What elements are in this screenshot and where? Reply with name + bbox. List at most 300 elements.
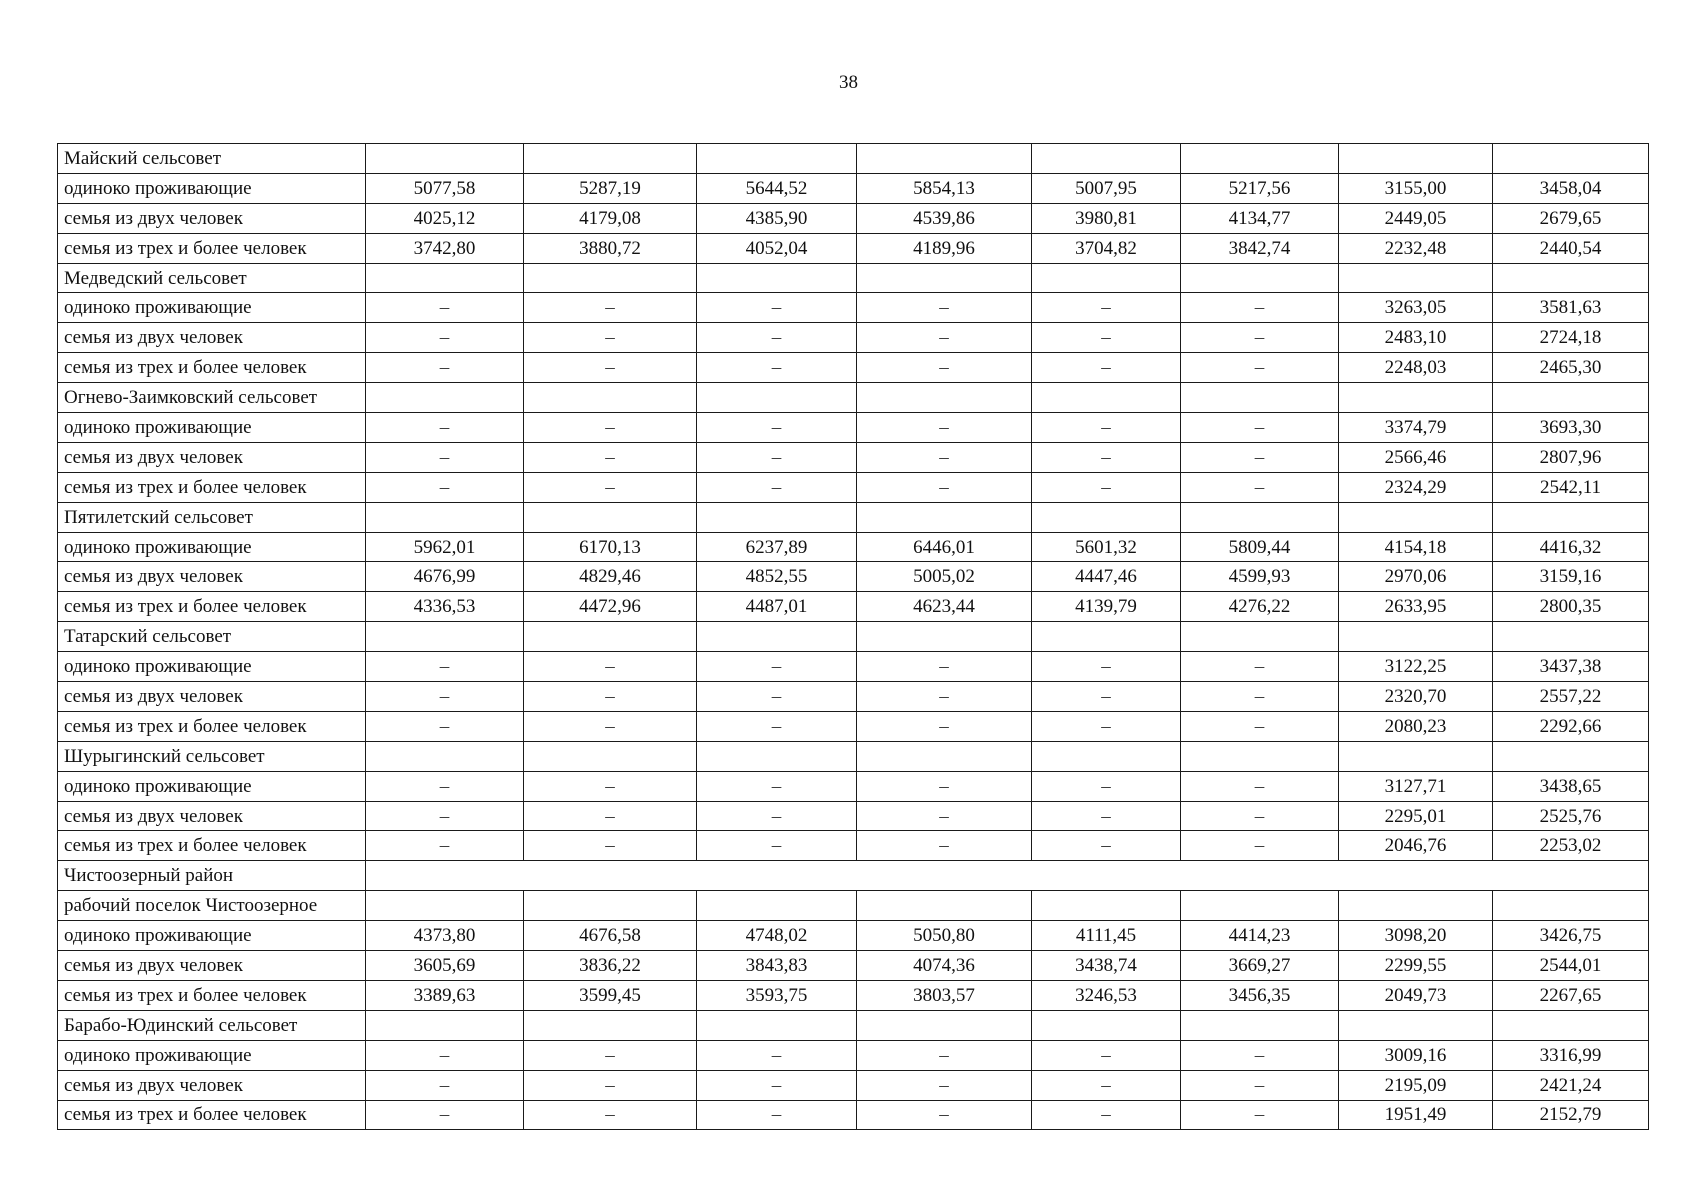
value-cell: –	[1032, 1040, 1181, 1070]
value-cell: 2557,22	[1493, 682, 1649, 712]
row-label: одиноко проживающие	[58, 173, 366, 203]
value-cell: 3456,35	[1181, 980, 1339, 1010]
empty-cell	[366, 383, 524, 413]
table-row	[58, 771, 1649, 801]
value-cell: 3843,83	[697, 951, 857, 981]
empty-cell	[857, 622, 1032, 652]
table-row	[58, 1100, 1649, 1130]
section-heading-row	[58, 502, 1649, 532]
value-cell: 2483,10	[1339, 323, 1493, 353]
value-cell: –	[1032, 652, 1181, 682]
settlement-name: Медведский сельсовет	[58, 263, 366, 293]
empty-cell	[524, 502, 697, 532]
empty-cell	[1493, 891, 1649, 921]
empty-cell	[1181, 741, 1339, 771]
value-cell: –	[857, 442, 1032, 472]
empty-cell	[857, 502, 1032, 532]
value-cell: –	[697, 353, 857, 383]
value-cell: –	[697, 652, 857, 682]
value-cell: 3155,00	[1339, 173, 1493, 203]
value-cell: –	[1032, 1100, 1181, 1130]
value-cell: –	[366, 293, 524, 323]
value-cell: 2320,70	[1339, 682, 1493, 712]
empty-cell	[366, 1010, 524, 1040]
value-cell: 5050,80	[857, 921, 1032, 951]
section-heading-row	[58, 263, 1649, 293]
settlement-name: Огнево-Заимковский сельсовет	[58, 383, 366, 413]
empty-cell	[1339, 891, 1493, 921]
value-cell: 4623,44	[857, 592, 1032, 622]
value-cell: 5077,58	[366, 173, 524, 203]
settlement-name: Татарский сельсовет	[58, 622, 366, 652]
value-cell: 3599,45	[524, 980, 697, 1010]
value-cell: 3605,69	[366, 951, 524, 981]
empty-cell	[1493, 263, 1649, 293]
value-cell: –	[697, 293, 857, 323]
value-cell: 2152,79	[1493, 1100, 1649, 1130]
table-row	[58, 1070, 1649, 1100]
value-cell: 2195,09	[1339, 1070, 1493, 1100]
row-label: семья из двух человек	[58, 951, 366, 981]
empty-cell	[1493, 383, 1649, 413]
value-cell: 4052,04	[697, 233, 857, 263]
empty-cell	[366, 741, 524, 771]
value-cell: 4599,93	[1181, 562, 1339, 592]
value-cell: 5809,44	[1181, 532, 1339, 562]
value-cell: 5962,01	[366, 532, 524, 562]
value-cell: –	[697, 771, 857, 801]
value-cell: 5007,95	[1032, 173, 1181, 203]
value-cell: –	[1032, 801, 1181, 831]
value-cell: –	[524, 801, 697, 831]
empty-cell	[524, 263, 697, 293]
value-cell: 4373,80	[366, 921, 524, 951]
value-cell: –	[1181, 682, 1339, 712]
value-cell: 3803,57	[857, 980, 1032, 1010]
value-cell: 4539,86	[857, 203, 1032, 233]
value-cell: 4074,36	[857, 951, 1032, 981]
value-cell: 4748,02	[697, 921, 857, 951]
value-cell: 3127,71	[1339, 771, 1493, 801]
value-cell: –	[1181, 711, 1339, 741]
empty-cell	[1181, 144, 1339, 174]
value-cell: –	[1181, 353, 1339, 383]
value-cell: 4179,08	[524, 203, 697, 233]
row-label: семья из трех и более человек	[58, 233, 366, 263]
value-cell: 2295,01	[1339, 801, 1493, 831]
value-cell: 3836,22	[524, 951, 697, 981]
empty-cell	[1493, 144, 1649, 174]
empty-cell	[366, 891, 524, 921]
value-cell: –	[1181, 652, 1339, 682]
row-label: семья из двух человек	[58, 203, 366, 233]
row-label: семья из двух человек	[58, 1070, 366, 1100]
empty-cell	[857, 741, 1032, 771]
empty-cell	[1493, 502, 1649, 532]
value-cell: –	[524, 1040, 697, 1070]
row-label: одиноко проживающие	[58, 532, 366, 562]
row-label: одиноко проживающие	[58, 293, 366, 323]
value-cell: 2324,29	[1339, 472, 1493, 502]
value-cell: –	[366, 1070, 524, 1100]
value-cell: 4111,45	[1032, 921, 1181, 951]
empty-cell	[1032, 741, 1181, 771]
value-cell: 4189,96	[857, 233, 1032, 263]
empty-cell	[1339, 622, 1493, 652]
value-cell: –	[1032, 831, 1181, 861]
value-cell: 3374,79	[1339, 413, 1493, 443]
value-cell: –	[1181, 472, 1339, 502]
value-cell: 4852,55	[697, 562, 857, 592]
value-cell: –	[524, 771, 697, 801]
value-cell: –	[697, 711, 857, 741]
value-cell: 5217,56	[1181, 173, 1339, 203]
value-cell: 4447,46	[1032, 562, 1181, 592]
empty-cell	[857, 891, 1032, 921]
value-cell: 2800,35	[1493, 592, 1649, 622]
value-cell: –	[524, 323, 697, 353]
empty-cell	[697, 891, 857, 921]
district-name: Чистоозерный район	[58, 861, 366, 891]
value-cell: –	[857, 682, 1032, 712]
value-cell: 4134,77	[1181, 203, 1339, 233]
value-cell: –	[1032, 323, 1181, 353]
value-cell: 2299,55	[1339, 951, 1493, 981]
value-cell: –	[697, 831, 857, 861]
empty-cell	[1032, 891, 1181, 921]
value-cell: –	[524, 413, 697, 443]
value-cell: –	[366, 711, 524, 741]
value-cell: –	[366, 413, 524, 443]
table-row	[58, 173, 1649, 203]
value-cell: –	[697, 472, 857, 502]
value-cell: 3426,75	[1493, 921, 1649, 951]
empty-cell	[524, 891, 697, 921]
table-row	[58, 921, 1649, 951]
value-cell: 4276,22	[1181, 592, 1339, 622]
value-cell: 1951,49	[1339, 1100, 1493, 1130]
row-label: одиноко проживающие	[58, 413, 366, 443]
row-label: одиноко проживающие	[58, 652, 366, 682]
value-cell: 2292,66	[1493, 711, 1649, 741]
row-label: семья из трех и более человек	[58, 1100, 366, 1130]
table-row	[58, 652, 1649, 682]
empty-cell	[366, 622, 524, 652]
value-cell: 3263,05	[1339, 293, 1493, 323]
empty-cell	[1032, 622, 1181, 652]
value-cell: 3438,74	[1032, 951, 1181, 981]
empty-cell	[697, 741, 857, 771]
empty-cell	[1181, 502, 1339, 532]
value-cell: –	[524, 293, 697, 323]
empty-cell	[1181, 383, 1339, 413]
value-cell: –	[366, 1100, 524, 1130]
value-cell: 3704,82	[1032, 233, 1181, 263]
value-cell: 2449,05	[1339, 203, 1493, 233]
empty-cell	[697, 383, 857, 413]
empty-cell	[697, 502, 857, 532]
value-cell: –	[1181, 323, 1339, 353]
row-label: семья из трех и более человек	[58, 592, 366, 622]
row-label: семья из двух человек	[58, 562, 366, 592]
value-cell: 3593,75	[697, 980, 857, 1010]
value-cell: –	[1032, 293, 1181, 323]
empty-cell	[1339, 144, 1493, 174]
empty-cell	[366, 263, 524, 293]
value-cell: 2970,06	[1339, 562, 1493, 592]
value-cell: 3098,20	[1339, 921, 1493, 951]
value-cell: 2542,11	[1493, 472, 1649, 502]
value-cell: –	[366, 323, 524, 353]
value-cell: 4676,58	[524, 921, 697, 951]
value-cell: 3316,99	[1493, 1040, 1649, 1070]
value-cell: –	[857, 711, 1032, 741]
value-cell: 3693,30	[1493, 413, 1649, 443]
value-cell: 2248,03	[1339, 353, 1493, 383]
row-label: одиноко проживающие	[58, 921, 366, 951]
value-cell: –	[697, 1070, 857, 1100]
value-cell: 3009,16	[1339, 1040, 1493, 1070]
value-cell: 3880,72	[524, 233, 697, 263]
value-cell: 5601,32	[1032, 532, 1181, 562]
value-cell: –	[524, 711, 697, 741]
empty-cell	[366, 502, 524, 532]
value-cell: 3246,53	[1032, 980, 1181, 1010]
value-cell: –	[1032, 682, 1181, 712]
value-cell: 2544,01	[1493, 951, 1649, 981]
empty-cell	[1181, 891, 1339, 921]
section-heading-row	[58, 622, 1649, 652]
row-label: семья из трех и более человек	[58, 472, 366, 502]
empty-cell	[697, 622, 857, 652]
table-row	[58, 682, 1649, 712]
empty-cell	[857, 144, 1032, 174]
row-label: одиноко проживающие	[58, 1040, 366, 1070]
empty-cell	[1339, 741, 1493, 771]
value-cell: 4472,96	[524, 592, 697, 622]
value-cell: –	[1181, 413, 1339, 443]
empty-cell	[857, 1010, 1032, 1040]
value-cell: –	[697, 1100, 857, 1130]
value-cell: –	[697, 1040, 857, 1070]
empty-cell	[1339, 1010, 1493, 1040]
value-cell: –	[697, 413, 857, 443]
empty-cell	[1181, 622, 1339, 652]
row-label: одиноко проживающие	[58, 771, 366, 801]
section-heading-row	[58, 1010, 1649, 1040]
empty-cell	[524, 622, 697, 652]
empty-cell	[1339, 502, 1493, 532]
value-cell: –	[524, 1070, 697, 1100]
value-cell: –	[524, 472, 697, 502]
table-row	[58, 592, 1649, 622]
value-cell: –	[857, 1040, 1032, 1070]
value-cell: 3458,04	[1493, 173, 1649, 203]
settlement-name: Пятилетский сельсовет	[58, 502, 366, 532]
value-cell: 5644,52	[697, 173, 857, 203]
value-cell: –	[857, 831, 1032, 861]
value-cell: 2566,46	[1339, 442, 1493, 472]
settlement-name: Майский сельсовет	[58, 144, 366, 174]
table-row	[58, 233, 1649, 263]
settlement-name: Барабо-Юдинский сельсовет	[58, 1010, 366, 1040]
value-cell: –	[857, 801, 1032, 831]
table-row	[58, 293, 1649, 323]
value-cell: –	[366, 472, 524, 502]
value-cell: –	[1032, 442, 1181, 472]
value-cell: –	[1032, 353, 1181, 383]
value-cell: 2267,65	[1493, 980, 1649, 1010]
empty-cell	[1181, 263, 1339, 293]
table-row	[58, 203, 1649, 233]
value-cell: 3842,74	[1181, 233, 1339, 263]
table-body	[58, 144, 1649, 1130]
value-cell: –	[366, 652, 524, 682]
table-row	[58, 711, 1649, 741]
value-cell: 3742,80	[366, 233, 524, 263]
value-cell: –	[524, 652, 697, 682]
value-cell: –	[1032, 472, 1181, 502]
value-cell: 2679,65	[1493, 203, 1649, 233]
value-cell: 2046,76	[1339, 831, 1493, 861]
value-cell: 2080,23	[1339, 711, 1493, 741]
table-row	[58, 413, 1649, 443]
value-cell: –	[1032, 711, 1181, 741]
empty-cell	[366, 144, 524, 174]
empty-cell	[524, 383, 697, 413]
value-cell: –	[857, 771, 1032, 801]
value-cell: –	[1181, 801, 1339, 831]
value-cell: –	[1181, 831, 1339, 861]
empty-cell	[1493, 1010, 1649, 1040]
value-cell: –	[1032, 413, 1181, 443]
value-cell: 2807,96	[1493, 442, 1649, 472]
value-cell: 3581,63	[1493, 293, 1649, 323]
value-cell: –	[524, 353, 697, 383]
value-cell: 2724,18	[1493, 323, 1649, 353]
value-cell: –	[366, 1040, 524, 1070]
value-cell: 6446,01	[857, 532, 1032, 562]
value-cell: –	[366, 771, 524, 801]
value-cell: –	[524, 1100, 697, 1130]
value-cell: 4414,23	[1181, 921, 1339, 951]
value-cell: –	[1181, 1040, 1339, 1070]
value-cell: 3159,16	[1493, 562, 1649, 592]
value-cell: –	[366, 442, 524, 472]
value-cell: 3980,81	[1032, 203, 1181, 233]
section-heading-row	[58, 891, 1649, 921]
row-label: семья из трех и более человек	[58, 711, 366, 741]
empty-cell	[697, 1010, 857, 1040]
value-cell: –	[697, 323, 857, 353]
table-row	[58, 472, 1649, 502]
value-cell: 3438,65	[1493, 771, 1649, 801]
table-row	[58, 980, 1649, 1010]
value-cell: 3122,25	[1339, 652, 1493, 682]
page-number: 38	[839, 72, 858, 93]
empty-cell	[1493, 622, 1649, 652]
value-cell: 5854,13	[857, 173, 1032, 203]
empty-cell	[857, 263, 1032, 293]
empty-cell	[524, 741, 697, 771]
value-cell: 2421,24	[1493, 1070, 1649, 1100]
value-cell: 6237,89	[697, 532, 857, 562]
row-label: семья из двух человек	[58, 442, 366, 472]
table-row	[58, 353, 1649, 383]
table-row	[58, 1040, 1649, 1070]
empty-cell	[1032, 383, 1181, 413]
settlement-name: Шурыгинский сельсовет	[58, 741, 366, 771]
value-cell: –	[857, 652, 1032, 682]
value-cell: 2232,48	[1339, 233, 1493, 263]
value-cell: 2465,30	[1493, 353, 1649, 383]
value-cell: 2525,76	[1493, 801, 1649, 831]
empty-cell	[1181, 1010, 1339, 1040]
section-heading-row	[58, 383, 1649, 413]
empty-cell	[524, 1010, 697, 1040]
value-cell: 4139,79	[1032, 592, 1181, 622]
value-cell: –	[697, 801, 857, 831]
value-cell: 3389,63	[366, 980, 524, 1010]
value-cell: 4416,32	[1493, 532, 1649, 562]
table-row	[58, 323, 1649, 353]
empty-cell	[1339, 383, 1493, 413]
district-heading-row	[58, 861, 1649, 891]
value-cell: –	[1032, 1070, 1181, 1100]
value-cell: 4336,53	[366, 592, 524, 622]
value-cell: –	[857, 323, 1032, 353]
empty-cell	[1032, 263, 1181, 293]
value-cell: 5287,19	[524, 173, 697, 203]
row-label: семья из двух человек	[58, 801, 366, 831]
value-cell: –	[524, 831, 697, 861]
value-cell: 4385,90	[697, 203, 857, 233]
table-row	[58, 831, 1649, 861]
value-cell: 2049,73	[1339, 980, 1493, 1010]
value-cell: –	[524, 682, 697, 712]
value-cell: –	[1181, 293, 1339, 323]
value-cell: 4154,18	[1339, 532, 1493, 562]
value-cell: –	[1181, 771, 1339, 801]
empty-cell	[1032, 502, 1181, 532]
section-heading-row	[58, 741, 1649, 771]
empty-cell	[1032, 144, 1181, 174]
settlement-name: рабочий поселок Чистоозерное	[58, 891, 366, 921]
value-cell: 2440,54	[1493, 233, 1649, 263]
value-cell: 4487,01	[697, 592, 857, 622]
value-cell: 6170,13	[524, 532, 697, 562]
value-cell: –	[857, 413, 1032, 443]
table-row	[58, 532, 1649, 562]
empty-cell	[1339, 263, 1493, 293]
value-cell: –	[857, 1100, 1032, 1130]
value-cell: –	[857, 353, 1032, 383]
value-cell: 3669,27	[1181, 951, 1339, 981]
value-cell: –	[1181, 442, 1339, 472]
value-cell: –	[697, 442, 857, 472]
value-cell: –	[366, 682, 524, 712]
empty-cell	[857, 383, 1032, 413]
row-label: семья из трех и более человек	[58, 980, 366, 1010]
value-cell: 4829,46	[524, 562, 697, 592]
value-cell: –	[857, 472, 1032, 502]
empty-cell	[697, 144, 857, 174]
value-cell: –	[1181, 1100, 1339, 1130]
empty-cell	[697, 263, 857, 293]
value-cell: 2633,95	[1339, 592, 1493, 622]
value-cell: –	[524, 442, 697, 472]
row-label: семья из трех и более человек	[58, 353, 366, 383]
